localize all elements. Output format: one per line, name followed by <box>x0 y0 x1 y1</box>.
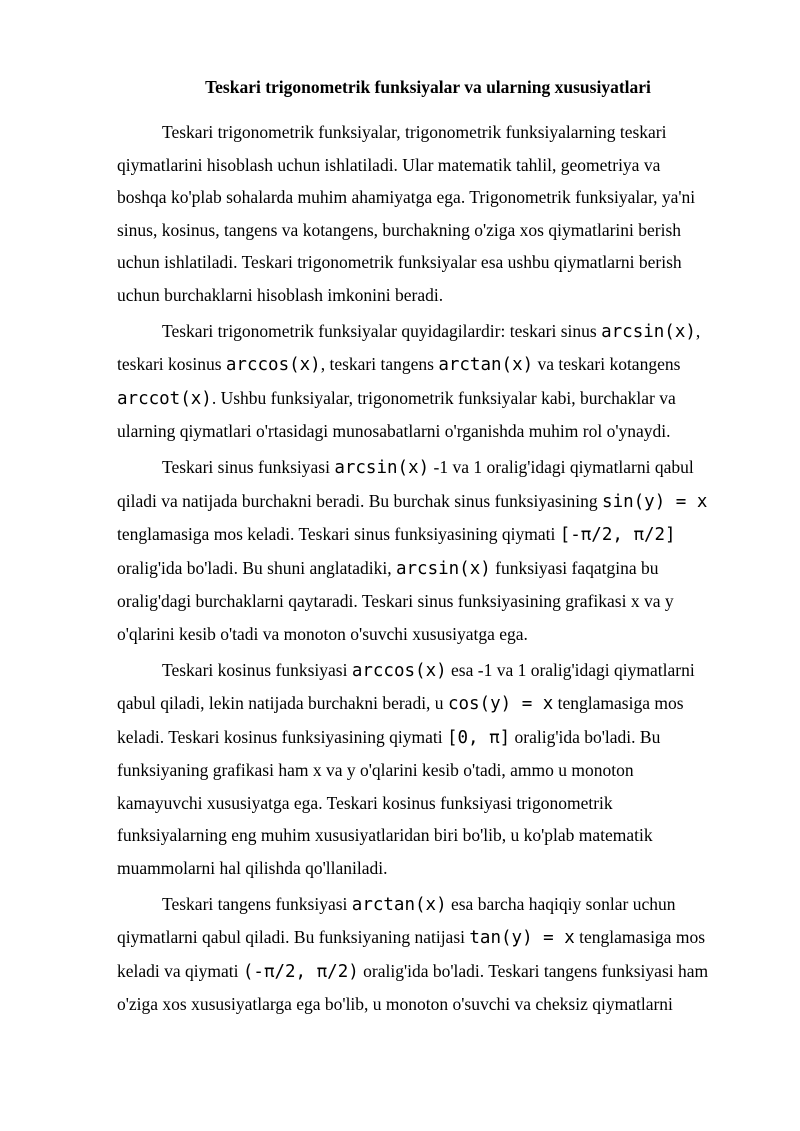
text-run: o'qlarini kesib o'tadi va monoton o'suvchi xususiyatga ega. <box>117 623 528 644</box>
text-line <box>117 721 757 755</box>
text-run: keladi. Teskari kosinus funksiyasining qiymati <box>117 726 447 747</box>
text-run: oralig'ida bo'ladi. Teskari tangens funksiyasi ham <box>358 960 709 981</box>
math-expression: tan(y) = x <box>469 928 575 949</box>
document-title: Teskari trigonometrik funksiyalar va ularning xususiyatlari <box>205 77 651 97</box>
text-line <box>117 149 757 182</box>
text-line <box>117 754 757 787</box>
text-line <box>117 315 757 349</box>
text-run: funksiyaning grafikasi ham x va y o'qlarini kesib o'tadi, ammo u monoton <box>117 760 634 781</box>
text-run: uchun ishlatiladi. Teskari trigonometrik funksiyalar esa ushbu qiymatlarni berish <box>117 252 682 273</box>
text-line <box>117 382 757 416</box>
text-line <box>117 955 757 989</box>
paragraph <box>117 654 757 885</box>
math-expression: sin(y) = x <box>602 491 708 512</box>
text-run: oralig'ida bo'ladi. Bu <box>510 726 661 747</box>
text-run: -1 va 1 oralig'idagi qiymatlarni qabul <box>429 456 694 477</box>
text-run: uchun burchaklarni hisoblash imkonini beradi. <box>117 284 444 305</box>
text-run: o'ziga xos xususiyatlarga ega bo'lib, u monoton o'suvchi va cheksiz qiymatlarni <box>117 994 673 1015</box>
text-run: esa -1 va 1 oralig'idagi qiymatlarni <box>446 659 695 680</box>
text-run: , <box>695 320 701 341</box>
text-run: , teskari tangens <box>320 354 439 375</box>
math-expression: arctan(x) <box>351 894 447 915</box>
text-line <box>117 485 757 519</box>
paragraph <box>117 315 757 448</box>
text-run: Teskari trigonometrik funksiyalar quyidagilardir: teskari sinus <box>162 320 602 341</box>
text-run: va teskari kotangens <box>533 354 681 375</box>
math-expression: arccos(x) <box>351 660 447 681</box>
text-run: tenglamasiga mos keladi. Teskari sinus funksiyasining qiymati <box>117 524 560 545</box>
text-run: Teskari tangens funksiyasi <box>162 893 352 914</box>
math-expression: [0, π] <box>446 727 511 748</box>
text-line <box>117 618 757 651</box>
text-line <box>117 819 757 852</box>
math-expression: arcsin(x) <box>334 457 430 478</box>
text-run: tenglamasiga mos <box>574 927 706 948</box>
text-run: teskari kosinus <box>117 354 226 375</box>
text-run: Teskari sinus funksiyasi <box>162 456 335 477</box>
document-body <box>117 116 757 1024</box>
math-expression: arctan(x) <box>438 355 534 376</box>
text-line <box>117 451 757 485</box>
paragraph <box>117 116 757 312</box>
math-expression: (-π/2, π/2) <box>242 961 359 982</box>
text-run: Teskari trigonometrik funksiyalar, trigonometrik funksiyalarning teskari <box>162 122 667 142</box>
text-run: . Ushbu funksiyalar, trigonometrik funksiyalar kabi, burchaklar va <box>211 387 676 408</box>
text-run: tenglamasiga mos <box>553 693 684 714</box>
text-line <box>117 348 757 382</box>
text-run: esa barcha haqiqiy sonlar uchun <box>446 893 676 914</box>
text-line <box>117 279 757 312</box>
text-line <box>117 654 757 688</box>
math-expression: cos(y) = x <box>447 694 554 715</box>
text-run: Teskari kosinus funksiyasi <box>162 659 352 680</box>
text-line <box>117 552 757 586</box>
text-run: oralig'dagi burchaklarni qaytaradi. Teskari sinus funksiyasining grafikasi x va y <box>117 591 674 612</box>
text-line <box>117 415 757 448</box>
text-run: funksiyalarning eng muhim xususiyatlaridan biri bo'lib, u ko'plab matematik <box>117 825 653 846</box>
math-expression: [-π/2, π/2] <box>559 525 676 546</box>
text-line <box>117 214 757 247</box>
text-run: kamayuvchi xususiyatga ega. Teskari kosinus funksiyasi trigonometrik <box>117 792 613 813</box>
text-run: ularning qiymatlari o'rtasidagi munosabatlarni o'rganishda muhim rol o'ynaydi. <box>117 421 671 442</box>
text-line <box>117 181 757 214</box>
text-run: funksiyasi faqatgina bu <box>490 557 659 578</box>
text-line <box>117 988 757 1021</box>
text-line <box>117 787 757 820</box>
text-run: sinus, kosinus, tangens va kotangens, burchakning o'ziga xos qiymatlarini berish <box>117 219 682 240</box>
text-run: qiladi va natijada burchakni beradi. Bu burchak sinus funksiyasining <box>117 490 603 511</box>
text-run: muammolarni hal qilishda qo'llaniladi. <box>117 858 388 879</box>
text-line <box>117 888 757 922</box>
text-run: keladi va qiymati <box>117 960 243 981</box>
math-expression: arcsin(x) <box>395 558 491 579</box>
text-run: oralig'ida bo'ladi. Bu shuni anglatadiki, <box>117 557 396 578</box>
paragraph <box>117 888 757 1021</box>
math-expression: arccot(x) <box>117 388 212 409</box>
text-line <box>117 116 757 149</box>
text-line <box>117 921 757 955</box>
math-expression: arccos(x) <box>225 355 321 376</box>
text-run: boshqa ko'plab sohalarda muhim ahamiyatga ega. Trigonometrik funksiyalar, ya'ni <box>117 187 696 208</box>
text-line <box>117 518 757 552</box>
text-line <box>117 687 757 721</box>
math-expression: arcsin(x) <box>601 321 696 342</box>
text-line <box>117 585 757 618</box>
text-line <box>117 246 757 279</box>
paragraph <box>117 451 757 651</box>
text-run: qiymatlarni qabul qiladi. Bu funksiyaning natijasi <box>117 927 470 948</box>
text-run: qabul qiladi, lekin natijada burchakni beradi, u <box>117 693 448 714</box>
text-run: qiymatlarini hisoblash uchun ishlatiladi. Ular matematik tahlil, geometriya va <box>117 154 661 175</box>
text-line <box>117 852 757 885</box>
